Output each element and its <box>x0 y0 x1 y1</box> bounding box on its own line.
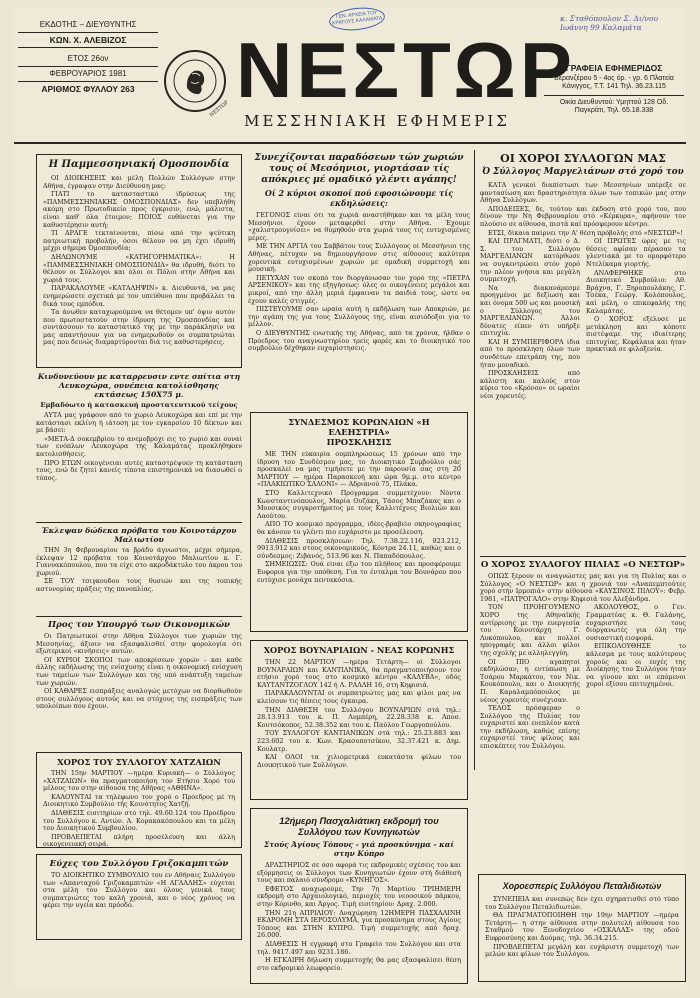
office-heading: ΓΡΑΦΕΙΑ ΕΦΗΜΕΡΙΔΟΣ <box>565 63 663 73</box>
article-paragraph: ΑΠΟ ΤΟ κοσμικό πρόγραμμα, ιδέες-βραβείο σκηνογραφίας θα κάνουν το γλέντι πιο ευχάριστο με προσέλευση. <box>257 521 461 536</box>
article-headline: Έκλεψαν δώδεκα πρόβατα του Κοινοτάρχου Μαλιωτίου <box>41 526 237 544</box>
newspaper-title: ΝΕΣΤΩΡ <box>236 26 576 114</box>
article-paragraph: ΟΙ ΚΑΘΑΡΕΣ εισπράξεις αναλογώς μετόχων να διορθωθούν στους συλλόγους αυτούς και να στόχους της εισπράξεις των υπολοίπων που έχουν. <box>36 688 242 711</box>
article-paragraph: ΤΗΝ ΔΙΑΘΕΣΗ του Συλλόγου ΒΟΥΝΑΡΙΩΝ στά τηλ.: 28.13.913 του κ. Π. Λυμπέρη, 22.28.338 κ. Αποσ. Κουτσόκοπος, 52.38.352 και του κ. Παύλου Γεωργοπούλου. <box>257 706 461 729</box>
article-panmessiniaki <box>36 154 242 368</box>
article-koronaion <box>250 412 468 632</box>
article-paragraph: ΚΑΤΑ γενικοί διαπίστωσι των Μεσσηνίων υπέρεξε σε φαντασίωση και δραστηριότητα όλων των τοπικών μας στην Αθήνα Συλλόγων. <box>480 182 686 205</box>
article-paragraph: ΣΗΜΕΙΩΣΙΣ: Ουά είναι έξω του πλήθους και προσφέρουμε Ευφορια για την υπόθεση. Για το ένταλμα του Βουνάρου που ευτύχισε μονάχα πεντακόσια. <box>257 561 461 584</box>
article-paragraph: ΑΥΤΑ μας γράφουν από το χωριό Λευκοχώρα και επί με την κατάστασι εκλίνη ή ιάτοση με τον εγκαρσίου 10 δέκτων και με βάσει: <box>36 412 242 435</box>
article-paragraph: ΤΟΝ ΠΡΟΗΓΟΥΜΕΝΟ ΧΟΡΟ της Αθηναϊκής αντίρρισης με την ευεργεσία του Κοινοτάρχη Γ. Λυκόπουλου, και πολλοί ηπογραφές και άλλοι φίλοι της σχολής με αλληλεγγύη. <box>480 604 580 657</box>
article-dodeka <box>36 526 242 616</box>
nestor-portrait-icon <box>172 58 218 104</box>
article-paragraph: ΟΙ ΠΙΟ αγαπητοί εκδηλώσαν, η εντύπωση με Τσάρου Μαρκάτου, τον Νικ. Κουκόπουλο, και ο Διοικητής Π. Καραλαμπόπουλος με νέους χορευτές συνέχισαν. <box>480 658 580 704</box>
article-nestor-choros <box>480 560 686 760</box>
article-headline: ΧΟΡΟΣ ΒΟΥΝΑΡΙΑΙΩΝ - ΝΕΑΣ ΚΟΡΩΝΗΣ <box>263 645 455 655</box>
divider <box>36 522 242 523</box>
article-subhead: Στούς Άγίους Τόπους - γιά προσκύνημα - καί στην Κύπρο <box>264 840 454 858</box>
article-paragraph: ΔΙΑΘΕΣΙΣ προσκλήσεων: Τηλ. 7.38.22.116, 923.212, 9913.912 και στους οικονομικούς, Κόντρα 24.11, καθώς και ο σύνδεσμος: Ζιβανός, 513.96 και Ν. Παπαδόπουλος. <box>257 537 461 560</box>
archive-stamp: ΓΕΝ. ΑΡΧΕΙΑ ΤΟΥ ΚΡΑΤΟΥΣ ΚΑΛΑΜΑΤΑ <box>328 5 386 33</box>
article-paragraph: ΚΑΛΟΥΝΤΑΙ τα τηλέφωνο τον χορό ο Πρόεδρος μέ τη Διοικητικό Συμβούλιο τής Κοινότητος Χατζή. <box>43 793 235 809</box>
article-paragraph: ΜΕ ΤΗΝ εύκαιρία ουμπληρώσεως 15 χρόνων από την ίδρυση του Συνδέσμου μας, το Διοικητικό Συμβούλιο σάς προσκαλεί να μας τιμήσετε με την παρουσία σας στη 20 ΜΑΡΤΙΟΥ — ημέρα Παρασκευή και ώρα 9μ.μ. στο κέντρο «ΠΛΑΚΙΩΤΙΚΟ ΣΑΛΟΝΙ» — Αδριανού 75, Πλάκα. <box>257 451 461 489</box>
article-paragraph: ΤΙ ΑΡΑΓΕ τεκταίνονται, πίσω από την ψεύτικη πατριωτική προβολήν, όσοι θέλουν να μη έχει ιδρυθή μέχρι σήμερα Ομοσπονδία; <box>43 230 235 253</box>
article-paragraph: ΠΕΤΥΧΑΝ τον σκοπό τον διοργάνωσαν τον χορό της «ΠΕΤΡΑ ΑΡΣΕΝΙΚΟΥ» και της εξηγήσεως: όλες οι οικογένειες μεγάλοι και μικροί, από την άλλη μεριά έμφαιναν τα παιδιά τους, ώστε να έχουν καλές στιγμές. <box>248 274 470 305</box>
article-vounaraion <box>250 640 468 800</box>
office-info <box>544 64 684 116</box>
article-paragraph: ΣΥΝΕΠΕΙΑ και συνεπώς δεν έχει σχηματισθεί στό τύπο του Συλλόγου Πεταλιδιωτών. <box>485 896 679 911</box>
article-chatzaion <box>36 752 242 848</box>
handwritten-address: κ. Σταθόπουλον Σ. Δι/νου Ιωάννη 99 Καλαμάτα <box>560 14 659 32</box>
article-paragraph: ΤΗΝ 22 ΜΑΡΤΙΟΥ —ημέρα Τετάρτη— οί Σύλλογοι ΒΟΥΝΑΡΑΙΩΝ και ΚΑΝΤΙΑΝΙΚΑ, θα πραγματοποιήσουν τον ετήσιο χορό τους στο κοσμικό κέντρο «ΚΑΛΥΒΑ», οδός ΚΑΥΤΑΝΤΖΟΓΛΟΥ 142 ή Λ. ΡΑΛΛΗ 16, στη Κηφισιά. <box>257 659 461 689</box>
article-headline: Χοροεσπερίς Συλλόγου Πεταλιδιωτών <box>502 881 662 891</box>
article-paragraph: ΠΡΟ ΕΤΩΝ οικογένειαι αυτές καταστρέψυεν τη κατάσταση τους, ενώ δε ζητεί κανείς τίποτα επιστημονικά να διασωθεί ο τόπος. <box>36 459 242 482</box>
divider <box>36 616 242 617</box>
article-paragraph: ΠΑΡΑΚΑΛΟΥΜΕ «ΚΑΤΑΛΗΨΙΝ» κ. Διευθυντά, να μας ενημερώσετε σχετικά με τον υπεύθυνο που προβάλλει τα δικά τους εμπόδια. <box>43 285 235 308</box>
article-paragraph: ΤΗΝ 3η Φεβρουαρίου τα βράδυ άγνωστοι, μέχρι σήμερα, έκλεψαν 12 πρόβατα του Κοινοτάρχου Μαλιωτίου κ. Γ. Γιαννακόπουλου, που τα είχε στο ακροδάκτυλο του άκρου του χωριού. <box>36 547 242 577</box>
article-subhead: Ό Σύλλογος Μαργελιάνων στό χορό του <box>482 167 684 177</box>
column-divider <box>474 150 475 770</box>
article-paragraph: ΔΙΑΘΕΣΙΣ εισιτηρίων στό τηλ. 49.60.124 του Προέδρου του Συλλόγου κ. Αντών. Α. Κορακακόπουλου και τα μέλη του Διοικητικού Συμβουλίου. <box>43 809 235 833</box>
home-address: Οικία Διευθυντού: Υμηττού 128 Οδ. Παγκράτι, Τηλ. 65.18.338 <box>559 98 669 114</box>
article-paragraph: ΟΠΩΣ ξέρουν οι αναγνώστες μας και για τη Πυλίας και ο Σύλλογος «Ο ΝΕΣΤΩΡ» και η χρονιά τον «Αναπεμπτούτες χορό στήν Ιρμοπιά» στην αίθουσα «ΚΑΥΣΙΝΟΣ ΠΙΛΟΥ»: Φεβρ. 1981, «ΠΑΤΡΟΓΑΛΟ» στην Κηφισιά του Αλεξάνδρα. <box>480 573 686 603</box>
article-paragraph: ΟΙ ΠΡΩΤΕΣ ώρες με τις θέσεις αφίσαν πέρασαν τα γλεντιακά με το ομορφότερο Ντελίκαμα γιορτής. <box>586 238 686 268</box>
article-paragraph: ΘΑ ΠΡΑΓΜΑΤΟΠΟΙΗΘΗ την 19ην ΜΑΡΤΙΟΥ —ημέρα Τετάρτη— η στην αίθουσα στην πολυτελή αίθουσα του Σταθμού του Ξενοδοχείου «ΟΣΚΑΛΑΣ» της οδού Ευφροσύνης και Δυόμας, τηλ. 36.34.215. <box>485 912 679 942</box>
article-headline: Ο ΧΟΡΟΣ ΣΥΛΛΟΓΟΥ ΠΙΛΙΑΣ «Ο ΝΕΣΤΩΡ» <box>480 560 686 570</box>
publisher-info <box>18 18 158 96</box>
divider <box>480 556 686 557</box>
article-paragraph: ΕΠΙΚΟΛΟΥΘΗΣΕ το κάλεσμα με τους καλύτερους χορούς και οι ευχές της Διοίκησης του Συλλόγου ήταν να γίνουν και οι επόμενοι χοροί εξίσου επιτυχημένοι. <box>586 643 686 689</box>
article-headline: 12ήμερη Πασχαλιάτικη εκδρομή του Συλλόγου των Κυνηγιωτών <box>279 815 439 837</box>
article-paragraph: ΜΕ ΤΗΝ ΑΡΓΙΑ του Σαββάτου τους Συλλόγους οί Μεσσήνιοι της Αθήνας, πέτυχαν να δημιουργήσουν στις αίθουσες καλύτερα χορευτικά ευτυχισμένων χωριών με ομαδική συμμετοχή και μουσική. <box>248 243 470 274</box>
article-paragraph: Να διακανάρεσμε προηγμένοι με δεξίωση και και όνομα 500 ως και μουσική ο Σύλλογος του ΜΑΡΓΕΛΙΑΝΩΝ. Άλλοι δύνατες είπεν ότι υπήρξε επιτυχία. <box>480 284 580 338</box>
article-paragraph: Οι Πατριωτικοί στην Αθήνα Σύλλογοι των χωριών της Μεσσηνίας, άξιοιν να εξασφαλισθεί στην φορολογία ότι εξωτερικοί «κινήσεις» αυτών. <box>36 633 242 656</box>
article-paragraph: ΟΙ ΔΙΟΙΚΗΣΕΙΣ και μέλη Πολλών Συλλόγων στην Αθήνα, έγραψαν στην Διεύθυνση μας: <box>43 175 235 190</box>
office-address: Βερανζέρου 5 - 4ος όρ. - γρ. 6 Πλατεία Κάνιγγος, Τ.Τ. 141 Τηλ. 36.23.115 <box>544 75 684 96</box>
article-petalidi <box>478 874 686 982</box>
article-subhead: Οί 2 κύριοι σκοποί πού εφοσιώνουμε τίς εκδηλώσεις: <box>264 188 454 208</box>
issue-date: ΦΕΒΡΟΥΑΡΙΟΣ 1981 <box>18 67 158 82</box>
article-paragraph: ΑΝΑΦΕΡΘΗΚΕ στο Διοικητικό Συμβούλιο: Αθ. Βράχνα, Γ. Ξηροπουλάκης, Γ. Τσέκα, Γεώργ. Κολόπουλος, καί μέλη, ο επικεφαλής της Καλαμάτας. <box>586 269 686 315</box>
article-paragraph: ΣΤΟ Καλλιτεχνικό Πρόγραμμα συμμετέχουν: Νόντα Κωνσταντινόπουλος, Μαρία Ουζάκη, Τάσος Μπαζάκας και ο Μουσικός συγκροτήματος με τους Καλλιτέχνες Βιολιών και Λαούτου. <box>257 489 461 520</box>
article-paragraph: Ο ΧΟΡΟΣ εξέλυσε με μετάκληση και κόποτε πιστέψαμε της ιδιαίτερης επιτυχίας. Κεφάλαια και ήταν πρακτικά σε φιλοξενία. <box>586 316 686 354</box>
article-paragraph: ΕΤΣΙ, δίκαια παίρνει την Α' θέση πρόβολής στό «ΝΕΣΤΩΡ»! <box>488 229 683 237</box>
article-paragraph: ΠΙΣΤΕΥΟΥΜΕ σαν ωραία αυτή η εκδήλωση των Αποκριών, με την αγάπη της για τους Συλλόγους της, είναι αισιόδοξοι για το μέλλον. <box>248 306 470 329</box>
article-paragraph: Ο ΔΙΕΥΘΥΝΤΗΣ ενωτικής της Αθήνας, από τα χρόνια, ήλθαν ο Πρόεδρος του αναγνωστηρίου τρείς φορές και το διοικητικό του συμβούλιο δέχθηκαν ευχαρίστησεις. <box>248 329 470 353</box>
article-paragraph: ΤΕΛΟΣ πρόσφεραν ο Συλλόγου της Πυλίας τον ευχαριστεί και ενεπλέον κατά την εκδήλωση, καθώς επίσης ευχαριστεί τους φίλους και επισκέπτες του Συλλόγου. <box>480 705 580 751</box>
article-grizokampou <box>36 854 242 940</box>
article-paragraph: ΚΑΙ ΠΡΑΓΜΑΤΙ, διότι ο Δ. Σ. του Συλλόγου ΜΑΡΓΕΛΙΑΝΩΝ κατόρθωσε να συγκεντρώσει στόν χορό την πλέον γνήσια και μεγάλη συμμετοχή. <box>480 238 580 284</box>
article-headline: ΟΙ ΧΟΡΟΙ ΣΥΛΛΟΓΩΝ ΜΑΣ <box>500 152 666 165</box>
article-paragraph: ΠΡΟΒΛΕΠΕΤΑΙ μεγάλη και ευχάριστη συμμετοχή των μελών και φίλων του Συλλόγου. <box>485 943 679 959</box>
article-paragraph: ΤΗΝ 21η ΑΠΡΙΛΙΟΥ: Αναχώρηση 12ΗΜΕΡΗ ΠΑΣΧΑΛΙΝΗ ΕΚΔΡΟΜΗ ΣΤΑ ΙΕΡΟΣΟΛΥΜΑ, για προσκύνημα στους Αγίους Τόπους και ΣΤΗΝ ΚΥΠΡΟ. Τιμή συμμετοχής από δραχ. 26.000. <box>257 909 461 940</box>
article-headline: Κινδυνεύουν με καταρρευσιν εντε σπίτια στη Λευκοχώρα, ουνέπεια κατολίσθησης εκτάσεως 150Χ75 μ. <box>37 372 241 399</box>
article-headline: Εύχες του Συλλόγου Γριζοκαμπιτών <box>49 859 229 869</box>
article-paragraph: ΓΕΓΟΝΟΣ είναι ότι τα χωριά αναστήθηκαν και τα μέλη τους Μεσσήνιοι έχουν μεταφερθεί στην Αθήνα. Έχουμε «χαλιστρουγνίσει» να θυμηθούν στα χωριά τους τις ευτυχισμένες μέρες. <box>248 212 470 242</box>
article-paschalini <box>250 808 468 984</box>
year-label: ΕΤΟΣ 26ον <box>18 52 158 67</box>
article-ypourgos <box>36 620 242 748</box>
article-paragraph: ΠΡΟΣΚΛΗΣΕΙΣ από κάλιστη και καλούς στον κύριο του «Κρόνου» οι ωραίοι νέοι χορευτές. <box>480 370 580 401</box>
masthead <box>14 8 686 144</box>
article-paragraph: «ΜΕΤΑ-Δ σοκεμβρίου το ανεμοβρόχι εις το χωριό και ουναί των ενόπλων Λευκοχώρα της Καλαμάτας προκλήθηκαν κατολισθήσεις. <box>36 435 242 458</box>
article-paragraph: ΠΑΡΑΚΑΛΟΥΝΤΑΙ οι συμπατριώτες μας και φίλοι μας να κλείσουν τις θέσεις τους έγκαιρα. <box>257 690 461 705</box>
article-paragraph: ΔΙΑΘΕΣΙΣ Η εγγραφή στο Γραφείο του Συλλόγου και στα τηλ. 9417.497 και 9231.186. <box>257 940 461 956</box>
article-paragraph: Τα άνωθεν καταχωρούμενα να θέτομεν υπ' όψιν αυτόν που πρωτοστατούν στην ίδρυση της Ομοσπονδίας και συντάσσουν το καταστατικό της με την παράκλησιν να μας απαντήσουν για να ενημερωθούν οι συμπατριώται μας που δεινώς διαμαρτύρονται διά τις καθυστερήσεις. <box>43 309 235 347</box>
article-headline: Η Παμμεσσηνιακή Ομοσπονδία <box>48 159 230 170</box>
publisher-role: ΕΚΔΟΤΗΣ – ΔΙΕΥΘΥΝΤΗΣ <box>18 18 158 33</box>
article-marg-choroi <box>480 152 686 548</box>
article-subhead: Εμβαδόωτο ή κατασκευή προστατευτικού τείχους <box>40 401 238 409</box>
nestor-logo <box>164 50 230 119</box>
article-paragraph: ΓΙΑΤΙ το κατασταστικό ίδρύσεως της «ΠΑΜΜΕΣΣΗΝΙΑΚΗΣ ΟΜΟΣΠΟΝΔΙΑΣ» δεν υπεβλήθη ακόμη στο Πρωτοδικείο προς έγκρισιν, ενώ, μάλιστα, είναι καθ' όλα έτοιμον; ΠΟΙΟΣ ευθύνεται για την καθυστέρησιν αυτή; <box>43 191 235 229</box>
article-subhead: ΠΡΟΣΚΛΗΣΙΣ <box>326 437 392 447</box>
issue-number: ΑΡΙΘΜΟΣ ΦΥΛΛΟΥ 263 <box>41 84 135 94</box>
article-paragraph: ΤΗΝ 15ην ΜΑΡΤΙΟΥ —ημέρα Κυριακή— ο Σύλλογος «ΧΑΤΖΑΙΩΝ» θα πραγματοποιήση τον Ετήσιο Χορό του μέλους του στην αίθουσα της Αθήνας «ΑΘΗΝΑ». <box>43 770 235 793</box>
article-paragraph: ΑΚΟΛΟΥΘΟΣ, ο Γεν. Γραμματέας κ. Θ. Γαλάνης, ευχαριστήσε τους διοργανωτές για όλη την ουσιαστική εισφορά. <box>586 604 686 642</box>
article-paragraph: ΟΙ ΚΥΡΙΟΙ ΣΚΟΠΟΙ των αποκρίσεων χορών - και καθε άλλης εκδήλωσης της ενίσχυσης είναι η οικονομική ενίσχυση των ταμείων των Συλλόγων και της υπό ανάπτυξη ταμείων των χωριών. <box>36 656 242 687</box>
newspaper-page <box>14 8 686 990</box>
article-paragraph: Η ΕΓΚΑΙΡΗ δήλωση συμμετοχής θα μας εξασφαλίσει θέση στο εκδρομικό λεωφορείο. <box>257 957 461 972</box>
article-paragraph: ΚΑΙ ΟΛΟΙ τα χιλιομετρικά ευκατάστα φίλων του Διοικητικού των Συλλόγων. <box>257 754 461 769</box>
article-paragraph: ΑΠΟΔΕΙΞΕΣ, δε, τούτου και έκδοση στό χορό του, που δίνουν την Νη Φεβρουαρίου στό «Κέρκυρα», αφήνουν τον πλούσιο σε αίθουσα, πιστά καί πρόσφερουν κέντρο. <box>480 205 686 228</box>
article-paragraph: ΕΦΕΤΟΣ αναχωρούμε, Την 7η Μαρτίου ΤΡΙΗΜΕΡΗ εκδρομή στο Αρχαιολογικό, περιοχές του νεοοσικού πάρκου, στην Κόρινθο, και Άργος. Τιμή εισιτηρίου: Δραχ. 2.000. <box>257 885 461 908</box>
article-paragraph: ΠΡΟΒΛΕΠΕΤΑΙ πλήρη προσέλευση και άλλη οικογενειακή σειρά. <box>43 833 235 849</box>
article-headline: ΧΟΡΟΣ ΤΟΥ ΣΥΛΛΟΓΟΥ ΧΑΤΖΑΙΩΝ <box>57 757 221 767</box>
article-paragraph: ΤΟΥ ΣΥΛΛΟΓΟΥ ΚΑΝΤΙΑΝΙΚΩΝ στά τηλ.: 25.23.883 και 223.602 του κ. Κων. Κρασοποτσίκου, 32.37.421 κ. Δημ. Κουλατρ. <box>257 730 461 753</box>
article-lefkochora <box>36 372 242 522</box>
publisher-name: ΚΩΝ. Χ. ΑΛΕΒΙΖΟΣ <box>18 33 158 48</box>
article-paragraph: ΔΡΑΣΤΗΡΙΟΣ σε όσο αφορά τις εκδρομικές σχέσεις του και εξόρμησεις οι Σύλλογοι των Κυνηγιωτών έχουν στή διάθεσή τους και παλαιό σύνδρομο «ΚΥΝΗΓΟΣ». <box>257 862 461 885</box>
article-paragraph: ΔΗΛΩΝΟΥΜΕ «ΚΑΤΗΓΟΡΗΜΑΤΙΚΑ»: Η «ΠΑΜΜΕΣΣΗΝΙΑΚΗ ΟΜΟΣΠΟΝΔΙΑ» θα ιδρυθή, διότι το θέλουν οι Σύλλογοι και όλοι οι Πόλοι στην Αθήνα και χωριά τους. <box>43 253 235 284</box>
article-paragraph: ΤΟ ΔΙΟΙΚΗΤΙΚΟ ΣΥΜΒΟΥΛΙΟ του εν Αθήναις Συλλόγου των «Απανταχού Γριζοκαμπιτών «Η ΑΓΑΛΛΗΣ» εύχεται στα μέλη του Συλλόγου και όλους γενικά τους συμπατριώτες του καλή χρονιά, και ο νέος χρόνος να φέρει την υγεία και πρόοδο. <box>43 872 235 910</box>
article-paragraph: ΣΕ ΤΟΥ τσιγκουδου τους θυσιών και της τοπικής αστυνομίας πράξεις της πανοπλίας. <box>36 578 242 593</box>
article-headline: ΣΥΝΔΕΣΜΟΣ ΚΟΡΩΝΑΙΩΝ «Η ΕΛΕΗΣΤΡΙΑ» <box>288 417 430 437</box>
newspaper-subtitle: ΜΕΣΣΗΝΙΑΚΗ ΕΦΗΜΕΡΙΣ <box>244 112 510 130</box>
article-paragraph: ΚΑΙ Η ΣΥΜΠΕΡΙΦΟΡΑ ίδια από το πρόσκληση όλων των συνδέτων επετράπη της, που ήταν μοναδικό. <box>480 338 580 369</box>
logo-text: ΝΕΣΤΩΡ <box>208 99 230 119</box>
article-headline: Προς τον Υπουργό των Οικονομικών <box>48 620 230 630</box>
article-headline: Συνεχίζονται παραδόσεων τών χωριών τους οί Μεσόηνιοι, γιορτάσαν τίς απόκριες μέ ομαδικό γλέντι αγάπης! <box>254 152 464 185</box>
article-synechizontai <box>248 152 470 408</box>
